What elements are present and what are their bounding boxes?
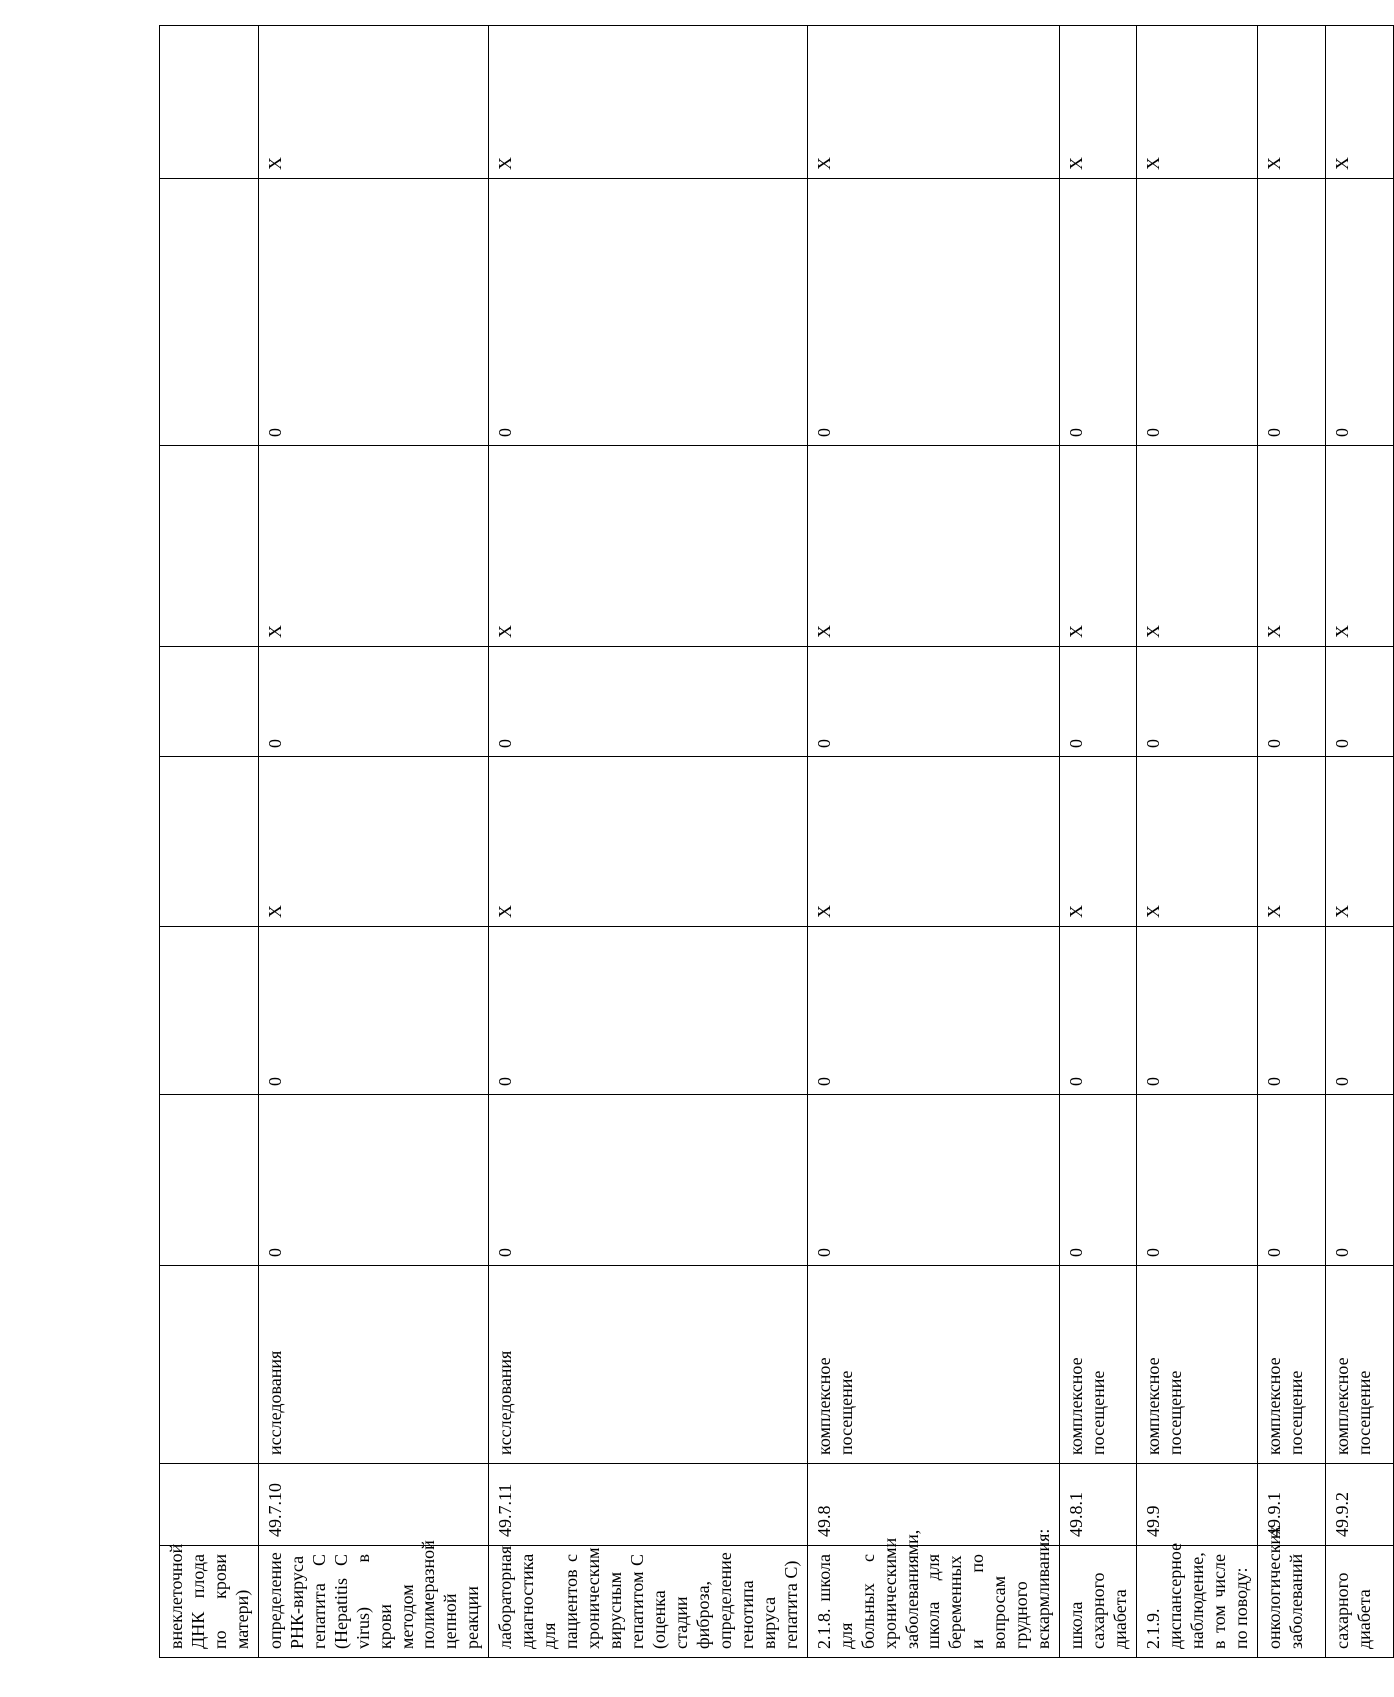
x-mark-cell: X — [1325, 26, 1393, 179]
item-name-cell: 2.1.8. школа для больных с хроническими заболеваниями, школа для беременных и по вопросам грудного вскармливания: — [807, 1546, 1059, 1658]
x-mark-cell: X — [258, 446, 489, 647]
value-cell: 0 — [489, 1095, 807, 1266]
value-cell: 0 — [807, 179, 1059, 446]
item-name-cell: лабораторная диагностика для пациентов с хроническим вирусным гепатитом С (оценка стадии фиброза, определение генотипа вируса гепатита С) — [489, 1546, 807, 1658]
item-code-cell — [160, 1464, 259, 1546]
x-mark-cell: X — [1325, 757, 1393, 927]
value-cell: 0 — [1060, 1095, 1137, 1266]
unit-cell — [160, 1266, 259, 1464]
x-mark-cell: X — [489, 446, 807, 647]
x-mark-cell: X — [807, 757, 1059, 927]
item-name-cell: школа сахарного диабета — [1060, 1546, 1137, 1658]
value-cell: 0 — [1257, 647, 1325, 757]
value-cell: 0 — [1060, 179, 1137, 446]
x-mark-cell — [160, 446, 259, 647]
item-name-cell: внеклеточной ДНК плода по крови матери) — [160, 1546, 259, 1658]
value-cell: 0 — [258, 647, 489, 757]
value-cell: 0 — [1137, 647, 1258, 757]
value-cell: 0 — [807, 927, 1059, 1095]
item-code-cell: 49.7.10 — [258, 1464, 489, 1546]
value-cell: 0 — [1325, 927, 1393, 1095]
value-cell: 0 — [1257, 1095, 1325, 1266]
value-cell: 0 — [489, 647, 807, 757]
item-name-cell: онкологических заболеваний — [1257, 1546, 1325, 1658]
unit-cell: комплексное посещение — [1325, 1266, 1393, 1464]
value-cell — [160, 1095, 259, 1266]
value-cell: 0 — [1325, 179, 1393, 446]
unit-cell: комплексное посещение — [1257, 1266, 1325, 1464]
table-row — [258, 26, 489, 1658]
x-mark-cell: X — [258, 757, 489, 927]
item-name-cell: определение РНК-вируса гепатита С (Hepatitis C virus) в крови методом полимеразной цепной реакции — [258, 1546, 489, 1658]
value-cell: 0 — [807, 1095, 1059, 1266]
value-cell: 0 — [1325, 647, 1393, 757]
unit-cell: комплексное посещение — [807, 1266, 1059, 1464]
value-cell: 0 — [1060, 927, 1137, 1095]
value-cell — [160, 647, 259, 757]
value-cell — [160, 927, 259, 1095]
item-name-cell: сахарного диабета — [1325, 1546, 1393, 1658]
item-code-cell: 49.8 — [807, 1464, 1059, 1546]
value-cell — [160, 179, 259, 446]
x-mark-cell: X — [1137, 446, 1258, 647]
unit-cell: комплексное посещение — [1060, 1266, 1137, 1464]
value-cell: 0 — [258, 1095, 489, 1266]
x-mark-cell: X — [1325, 446, 1393, 647]
x-mark-cell: X — [1060, 446, 1137, 647]
value-cell: 0 — [1325, 1095, 1393, 1266]
value-cell: 0 — [1257, 179, 1325, 446]
x-mark-cell: X — [1257, 26, 1325, 179]
x-mark-cell: X — [1137, 26, 1258, 179]
table-row — [1137, 26, 1258, 1658]
x-mark-cell: X — [489, 26, 807, 179]
tariff-table — [159, 25, 1394, 1658]
x-mark-cell — [160, 26, 259, 179]
item-code-cell: 49.7.11 — [489, 1464, 807, 1546]
value-cell: 0 — [1257, 927, 1325, 1095]
x-mark-cell: X — [1257, 757, 1325, 927]
value-cell: 0 — [258, 179, 489, 446]
value-cell: 0 — [1060, 647, 1137, 757]
unit-cell: комплексное посещение — [1137, 1266, 1258, 1464]
x-mark-cell: X — [807, 446, 1059, 647]
item-code-cell: 49.9.1 — [1257, 1464, 1325, 1546]
x-mark-cell: X — [258, 26, 489, 179]
rotated-page — [159, 26, 1374, 1658]
x-mark-cell: X — [489, 757, 807, 927]
value-cell: 0 — [807, 647, 1059, 757]
value-cell: 0 — [1137, 1095, 1258, 1266]
table-row — [1060, 26, 1137, 1658]
table-row — [1325, 26, 1393, 1658]
value-cell: 0 — [489, 927, 807, 1095]
table-row — [160, 26, 259, 1658]
value-cell: 0 — [258, 927, 489, 1095]
item-name-cell: 2.1.9. диспансерное наблюдение, в том числе по поводу: — [1137, 1546, 1258, 1658]
value-cell: 0 — [489, 179, 807, 446]
table-row — [807, 26, 1059, 1658]
item-code-cell: 49.9 — [1137, 1464, 1258, 1546]
x-mark-cell: X — [1257, 446, 1325, 647]
table-body — [160, 26, 1394, 1658]
table-row — [1257, 26, 1325, 1658]
unit-cell: исследования — [258, 1266, 489, 1464]
x-mark-cell — [160, 757, 259, 927]
x-mark-cell: X — [1060, 757, 1137, 927]
table-row — [489, 26, 807, 1658]
x-mark-cell: X — [807, 26, 1059, 179]
item-code-cell: 49.9.2 — [1325, 1464, 1393, 1546]
value-cell: 0 — [1137, 179, 1258, 446]
unit-cell: исследования — [489, 1266, 807, 1464]
value-cell: 0 — [1137, 927, 1258, 1095]
x-mark-cell: X — [1137, 757, 1258, 927]
item-code-cell: 49.8.1 — [1060, 1464, 1137, 1546]
x-mark-cell: X — [1060, 26, 1137, 179]
